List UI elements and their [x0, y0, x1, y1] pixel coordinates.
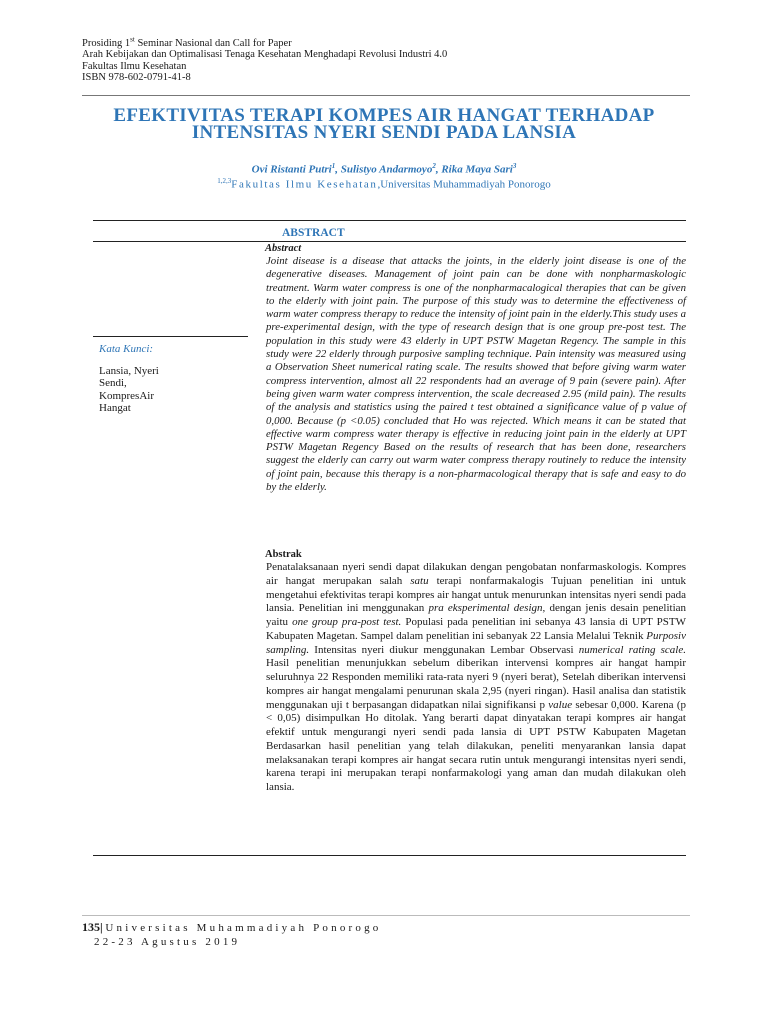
paper-title [80, 107, 688, 141]
keyword-item: Hangat [99, 401, 131, 414]
keyword-item: Lansia, Nyeri [99, 365, 159, 377]
header-line-3: Fakultas Ilmu Kesehatan [82, 60, 187, 72]
author-list: Ovi Ristanti Putri$^1$, Sulistyo Andarmoyo$^2$, Rika Maya Sari$^3$ [251, 162, 517, 176]
header-line-4: ISBN 978-602-0791-41-8 [82, 72, 191, 83]
abstract-id-part: Penatalaksanaan nyeri sendi dapat dilakukan dengan pengobatan nonfarmaskologis. Kompres air hangat merupakan salah [266, 561, 686, 587]
abstract-section-title: ABSTRACT [282, 227, 345, 239]
author-3-sup: 3 [512, 162, 517, 170]
abstract-id-heading: Abstrak [265, 549, 302, 560]
abstract-id-text [266, 561, 686, 795]
abstract-id-italic: numerical rating scale. [578, 643, 686, 656]
footer-university: Universitas Muhammadiyah Ponorogo [105, 922, 382, 934]
abstract-en-text: Joint disease is a disease that attacks the joints, in the elderly joint disease is one of the degenerative diseases. Management of joint pain can be done with nonpharmaskologic treatment. Warm water compress is one of the nonpharmacalogical therapies that can be given to the elderly with joint pain. The purpose of this study was to determine the effectiveness of warm water compress therapy to reduce the intensity of joint pain in the elderly.This study uses a pre-experimental design, with the type of research design that is one group pre-post test. The population in this study were 43 elderly in UPT PSTW Magetan Regency. The sample in this study were 22 elderly through purposive sampling technique. Pain intensity was measured using a Observation Sheet numerical rating scale. The results showed that before giving warm water compress intervention, almost all 22 respondents had an average of 9 pain (severe pain). After being given warm water compress intervention, the scale decreased 2.95 (mild pain). The results of the analysis and statistics using the paired t test obtained a significance value of p value of 0,000. Because (p <0.05) concluded that Ho was rejected. Which means it can be stated that effective warm compress water therapy is effective in reducing joint pain in the elderly at UPT PSTW Magetan Regency Based on the results of research that has been done, researchers suggest the elderly can carry out warm water compress therapy routinely to reduce the intensity of joint pain, because this therapy is a non-pharmacological therapy that is safe and easy to do by the elderly. [266, 255, 686, 494]
affiliation [80, 177, 688, 191]
abstract-id-italic: pra eksperimental design, [428, 602, 546, 615]
keyword-item: KompresAir [99, 389, 154, 402]
abstract-header-rule [93, 241, 686, 242]
abstract-id-part: dengan jenis desain penelitian yaitu [266, 602, 687, 628]
abstract-en-heading: Abstract [265, 243, 302, 254]
abstract-id-part: Intensitas nyeri diukur menggunakan Lembar Observasi [309, 643, 579, 656]
footer-line-1 [82, 920, 382, 935]
abstract-id-italic: Purposiv sampling. [266, 629, 686, 656]
author-3: Rika Maya Sari [441, 163, 513, 176]
abstract-id-italic: satu [410, 574, 429, 587]
title-line-2: INTENSITAS NYERI SENDI PADA LANSIA [191, 122, 577, 143]
footer-divider [82, 915, 690, 916]
page-footer [82, 920, 382, 949]
header-divider [82, 95, 690, 96]
keyword-item: Sendi, [99, 377, 127, 390]
footer-date: 22-23 Agustus 2019 [94, 936, 241, 948]
title-line-1: EFEKTIVITAS TERAPI KOMPES AIR HANGAT TERHADAP [113, 105, 655, 126]
abstract-id-part: Populasi pada penelitian ini sebanya 43 lansia di UPT PSTW Kabupaten Magetan. Sampel dalam penelitian ini sebanyak 22 Lansia Melalui Teknik [266, 616, 687, 642]
abstract-id-part: Hasil penelitian menunjukkan sebelum diberikan intervensi kompres air hangat hampir seluruhnya 22 Responden memiliki rata-rata nyeri 9 (nyeri berat), Setelah diberikan intervensi kompres air hangat mengalami penurunan skala 2,95 (nyeri ringan). Hasil analisa dan statistik menggunakan uji t berpasangan didapatkan nilai signifikansi p [266, 657, 686, 711]
abstract-id-part: sebesar 0,000. Karena (p < 0,05) disimpulkan Ho ditolak. Yang berarti dapat dinyatakan terapi kompres air hangat efektif untuk mengurangi nyeri sendi pada lansia di UPT PSTW Kabupaten Magetan Berdasarkan hasil penelitian yang telah dilakukan, peneliti menyarankan lansia dapat melaksanakan terapi kompres air hangat secara rutin untuk mengurangi intensitas nyeri sendi, karena terapi ini merupakan terapi nonfarmakologi yang aman dan mudah dilakukan oleh lansia. [266, 698, 686, 793]
affiliation-university: ,Universitas Muhammadiyah Ponorogo [377, 178, 551, 191]
affiliation-faculty: Fakultas Ilmu Kesehatan [231, 178, 378, 191]
author-2: Sulistyo Andarmoyo [340, 163, 433, 176]
author-1-sup: 1 [331, 162, 336, 170]
affiliation-sup: 1,2,3 [217, 177, 232, 185]
header-line-1 [82, 34, 447, 49]
abstract-id-part: terapi nonfarmakalogis Tujuan penelitian ini untuk mengetahui efektivitas terapi kompres air hangat untuk menurunkan intensitas nyeri sendi pada lansia. Penelitian ini menggunakan [266, 574, 686, 615]
abstract-bottom-rule [93, 855, 686, 856]
header-line-2: Arah Kebijakan dan Optimalisasi Tenaga Kesehatan Menghadapi Revolusi Industri 4.0 [82, 49, 448, 60]
keywords-rule [93, 336, 248, 337]
proceedings-header [82, 34, 447, 84]
header-text-1: Prosiding 1st Seminar Nasional dan Call for Paper [82, 35, 292, 49]
footer-separator: | [100, 920, 103, 934]
author-1: Ovi Ristanti Putri [251, 163, 332, 176]
abstract-top-rule [93, 220, 686, 221]
author-2-sup: 2 [432, 162, 436, 170]
abstract-id-italic: one group pra-post test. [292, 616, 402, 628]
abstract-id-italic: value [548, 698, 573, 711]
keywords-label: Kata Kunci: [99, 343, 154, 355]
page-number: 135 [82, 920, 100, 934]
keywords-list [99, 365, 159, 414]
